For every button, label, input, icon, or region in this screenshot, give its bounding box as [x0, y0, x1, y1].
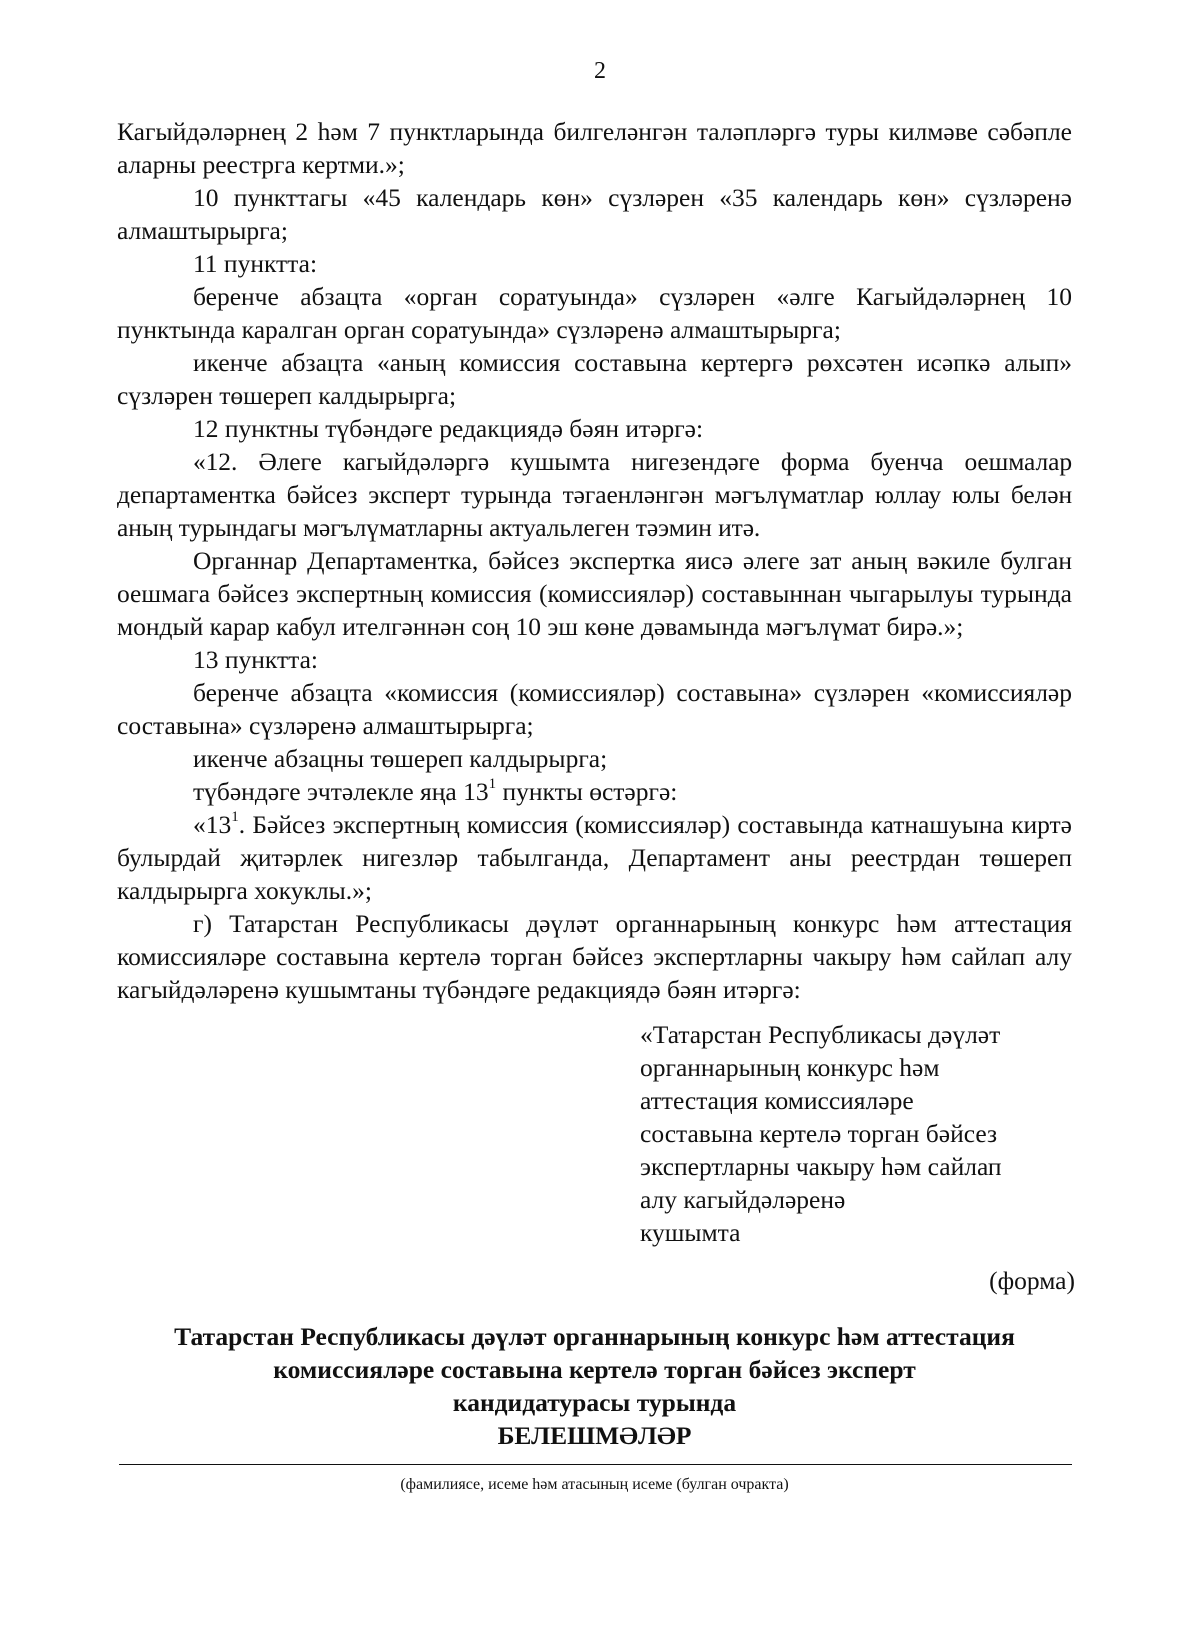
- name-caption: (фамилиясе, исеме һәм атасының исеме (булган очракта): [400, 1476, 789, 1493]
- paragraph-13-1-intro: [117, 775, 1072, 808]
- superscript: 1: [488, 775, 497, 792]
- forma-label: (форма): [989, 1266, 1075, 1295]
- paragraph: беренче абзацта «орган соратуында» сүзләрен «әлге Кагыйдәләрнең 10 пунктында каралган орган соратуында» сүзләренә алмаштырырга;: [117, 282, 1072, 344]
- appendix-header-line: органнарының конкурс һәм: [640, 1053, 940, 1082]
- paragraph: беренче абзацта «комиссия (комиссияләр) составына» сүзләрен «комиссияләр составына» сүзләренә алмаштырырга;: [117, 678, 1072, 740]
- paragraph: Кагыйдәләрнең 2 һәм 7 пунктларында билгеләнгән таләпләргә туры килмәве сәбәпле аларны реестрга кертми.»;: [117, 117, 1072, 179]
- text-fragment: «13: [193, 810, 232, 839]
- name-underline: [119, 1464, 1072, 1465]
- paragraph: 13 пунктта:: [193, 645, 318, 674]
- paragraph-g: г) Татарстан Республикасы дәүләт органнарының конкурс һәм аттестация комиссияләре составына кертелә торган бәйсез экспертларны чакыру һәм сайлап алу кагыйдәләренә кушымтаны түбәндәге редакциядә бәян итәргә:: [117, 909, 1072, 1004]
- paragraph: 11 пунктта:: [193, 249, 318, 278]
- appendix-header-line: экспертларны чакыру һәм сайлап: [640, 1152, 1002, 1181]
- form-title-line: БЕЛЕШМӘЛӘР: [497, 1421, 692, 1450]
- paragraph: «12. Әлеге кагыйдәләргә кушымта нигезендәге форма буенча оешмалар департаментка бәйсез эксперт турында тәгаенләнгән мәгълүматлар юллау юлы белән аның турындагы мәгълүматларны актуальлеген тәэмин итә.: [117, 447, 1072, 542]
- paragraph-13-1: [117, 808, 1072, 907]
- form-title: [117, 1320, 1072, 1452]
- paragraph: Органнар Департаментка, бәйсез экспертка яисә әлеге зат аның вәкиле булган оешмага бәйсез экспертның комиссия (комиссияләр) составыннан чыгарылуы турында мондый карар кабул ителгәннән соң 10 эш көне дәвамында мәгълүмат бирә.»;: [117, 546, 1072, 641]
- appendix-header-line: аттестация комиссияләре: [640, 1086, 914, 1115]
- appendix-header-line: алу кагыйдәләренә: [640, 1185, 846, 1214]
- form-title-line: кандидатурасы турында: [452, 1388, 737, 1417]
- paragraph: икенче абзацта «аның комиссия составына кертергә рөхсәтен исәпкә алып» сүзләрен төшереп калдырырга;: [117, 348, 1072, 410]
- appendix-header: [640, 1018, 1080, 1249]
- superscript: 1: [231, 808, 239, 825]
- paragraph: 12 пунктны түбәндәге редакциядә бәян итәргә:: [193, 414, 704, 443]
- appendix-header-line: кушымта: [640, 1218, 741, 1247]
- text-fragment: пункты өстәргә:: [496, 777, 678, 806]
- document-body: [117, 115, 1072, 1006]
- appendix-header-line: составына кертелә торган бәйсез: [640, 1119, 998, 1148]
- text-fragment: түбәндәге эчтәлекле яңа 13: [193, 777, 489, 806]
- appendix-header-line: «Татарстан Республикасы дәүләт: [640, 1020, 1001, 1049]
- page-number: 2: [594, 58, 606, 84]
- form-title-line: Татарстан Республикасы дәүләт органнарының конкурс һәм аттестация: [174, 1322, 1015, 1351]
- form-title-line: комиссияләре составына кертелә торган бәйсез эксперт: [273, 1355, 916, 1384]
- text-fragment: . Бәйсез экспертның комиссия (комиссияләр) составында катнашуына киртә булырдай җитәрлек нигезләр табылганда, Департамент аны реестрдан төшереп калдырырга хокуклы.»;: [117, 810, 1072, 905]
- paragraph: 10 пункттагы «45 календарь көн» сүзләрен «35 календарь көн» сүзләренә алмаштырырга;: [117, 183, 1072, 245]
- paragraph: икенче абзацны төшереп калдырырга;: [193, 744, 608, 773]
